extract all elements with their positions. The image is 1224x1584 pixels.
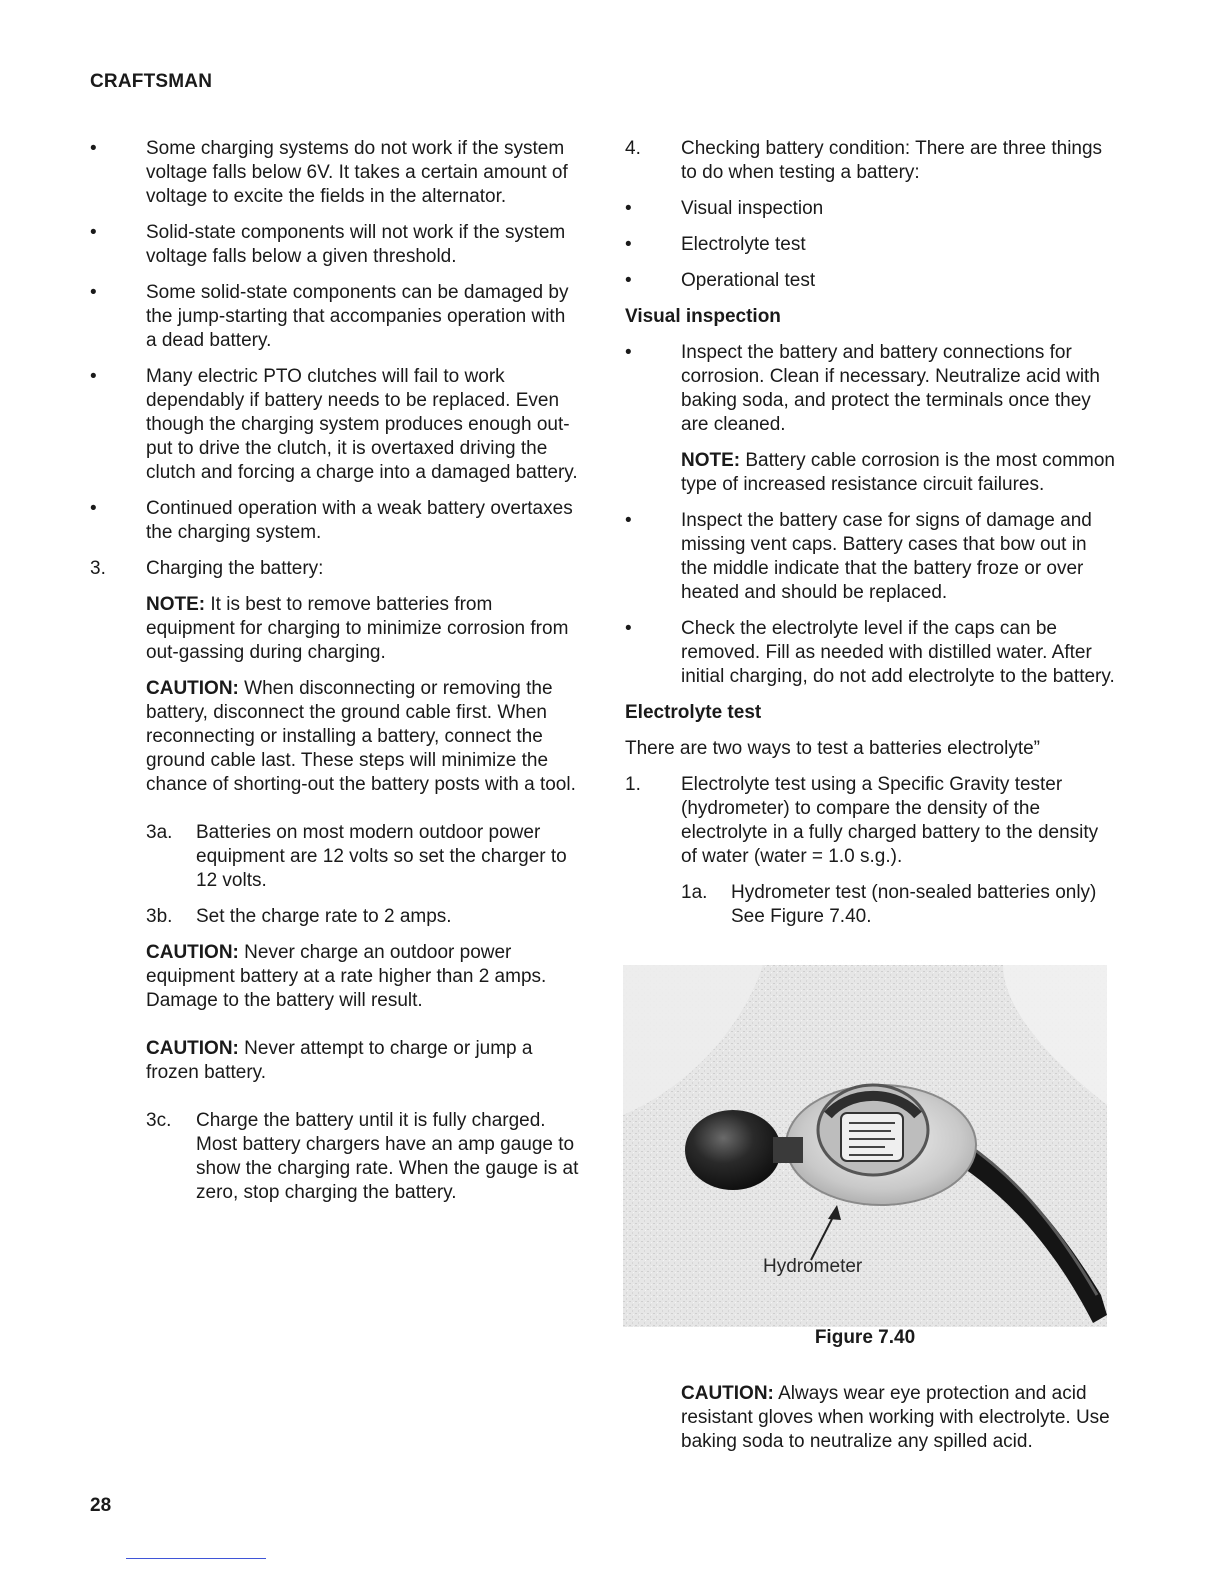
electrolyte-item-1 <box>625 773 1115 869</box>
bullet-text: Inspect the battery and battery connections for corrosion. Clean if necessary. Neutralize acid with baking soda, and protect the terminals once they are cleaned. <box>681 342 1100 435</box>
sub-step-mark: 3a. <box>146 822 173 843</box>
list-item <box>625 341 1115 437</box>
bullet-icon <box>625 617 681 689</box>
list-item <box>90 365 580 485</box>
bullet-icon <box>90 365 146 485</box>
bullet-icon <box>90 281 146 353</box>
bullet-icon <box>90 497 146 545</box>
caution-text: Never attempt to charge or jump a frozen battery. <box>146 1038 533 1083</box>
list-item <box>90 497 580 545</box>
caution-charge-rate <box>146 941 580 1013</box>
sub-step-3b <box>146 905 580 929</box>
hydrometer-bulb <box>685 1110 781 1190</box>
section-heading-visual-inspection: Visual inspection <box>625 306 781 327</box>
caution-label: CAUTION: <box>146 678 239 699</box>
bullet-text: Operational test <box>681 270 816 291</box>
sub-step-3a <box>146 821 580 893</box>
note-corrosion <box>681 449 1115 497</box>
bullet-icon <box>625 197 681 221</box>
note-charging <box>146 593 580 665</box>
note-label: NOTE: <box>681 450 741 471</box>
step-number: 4. <box>625 138 641 159</box>
caution-text: Always wear eye protection and acid resistant gloves when working with electrolyte. Use baking soda to neutralize any spilled acid. <box>681 1383 1110 1452</box>
note-label: NOTE: <box>146 594 206 615</box>
list-item <box>90 281 580 353</box>
bullet-icon <box>90 137 146 209</box>
step-number: 1. <box>625 774 641 795</box>
left-column <box>90 137 580 1217</box>
bullet-text: Inspect the battery case for signs of damage and missing vent caps. Battery cases that bow out in the middle indicate that the battery froze or over heated and should be replaced. <box>681 510 1092 603</box>
bullet-text: Continued operation with a weak battery overtaxes the charging system. <box>146 498 573 543</box>
sub-step-1a <box>681 881 1115 929</box>
step-number: 3. <box>90 558 106 579</box>
bullet-icon <box>625 233 681 257</box>
bullet-icon <box>625 341 681 437</box>
caution-frozen <box>146 1037 580 1085</box>
list-item <box>90 137 580 209</box>
list-item <box>90 221 580 269</box>
sub-step-text: Batteries on most modern outdoor power equipment are 12 volts so set the charger to 12 volts. <box>196 822 567 891</box>
list-item <box>625 509 1115 605</box>
caution-text: Never charge an outdoor power equipment battery at a rate higher than 2 amps. Damage to the battery will result. <box>146 942 547 1011</box>
bullet-icon <box>90 221 146 269</box>
bullet-icon <box>625 269 681 293</box>
page-number: 28 <box>90 1495 112 1516</box>
electrolyte-intro: There are two ways to test a batteries electrolyte” <box>625 738 1041 759</box>
figure-callout-hydrometer: Hydrometer <box>763 1256 863 1277</box>
hydrometer-label <box>841 1113 903 1161</box>
sub-step-mark: 1a. <box>681 882 708 903</box>
figure-caption: Figure 7.40 <box>814 1327 916 1348</box>
bullet-text: Visual inspection <box>681 198 824 219</box>
bullet-icon <box>625 509 681 605</box>
caution-text: When disconnecting or removing the battery, disconnect the ground cable first. When reconnecting or installing a battery, connect the ground cable last. These steps will minimize the chance of shorting-out the battery posts with a tool. <box>146 678 576 795</box>
brand-header: CRAFTSMAN <box>90 71 213 92</box>
right-column <box>625 137 1115 941</box>
caution-disconnect <box>146 677 580 797</box>
note-text: Battery cable corrosion is the most common type of increased resistance circuit failures. <box>681 450 1115 495</box>
bullet-text: Many electric PTO clutches will fail to work dependably if battery needs to be replaced. Even though the charging system produces enough out-put to drive the clutch, it is overtaxed driving the clutch and forcing a charge into a damaged battery. <box>146 366 578 483</box>
bullet-text: Electrolyte test <box>681 234 806 255</box>
note-text: It is best to remove batteries from equipment for charging to minimize corrosion from out-gassing during charging. <box>146 594 569 663</box>
sub-step-text: Set the charge rate to 2 amps. <box>196 906 452 927</box>
step-text: Charging the battery: <box>146 558 324 579</box>
step-text: Checking battery condition: There are three things to do when testing a battery: <box>681 138 1103 183</box>
list-item <box>625 617 1115 689</box>
sub-step-3c <box>146 1109 580 1205</box>
sub-step-mark: 3b. <box>146 906 173 927</box>
bullet-text: Solid-state components will not work if the system voltage falls below a given threshold. <box>146 222 566 267</box>
caution-electrolyte <box>681 1382 1111 1454</box>
footer-rule <box>126 1558 266 1559</box>
caution-label: CAUTION: <box>681 1383 774 1404</box>
sub-step-text: Charge the battery until it is fully charged. Most battery chargers have an amp gauge to show the charging rate. When the gauge is at zero, stop charging the battery. <box>196 1110 579 1203</box>
caution-label: CAUTION: <box>146 1038 239 1059</box>
step-text: Electrolyte test using a Specific Gravity tester (hydrometer) to compare the density of the electrolyte in a fully charged battery to the density of water (water = 1.0 s.g.). <box>681 774 1099 867</box>
bulb-neck <box>773 1137 803 1163</box>
list-item <box>625 233 1115 257</box>
caution-label: CAUTION: <box>146 942 239 963</box>
list-item <box>625 269 1115 293</box>
bullet-text: Check the electrolyte level if the caps can be removed. Fill as needed with distilled water. After initial charging, do not add electrolyte to the battery. <box>681 618 1115 687</box>
step-4 <box>625 137 1115 185</box>
hydrometer-photo <box>623 965 1107 1327</box>
bullet-text: Some solid-state components can be damaged by the jump-starting that accompanies operation with a dead battery. <box>146 282 569 351</box>
sub-step-text: Hydrometer test (non-sealed batteries only) See Figure 7.40. <box>731 882 1097 927</box>
sub-step-mark: 3c. <box>146 1110 172 1131</box>
list-item <box>625 197 1115 221</box>
bullet-text: Some charging systems do not work if the system voltage falls below 6V. It takes a certain amount of voltage to excite the fields in the alternator. <box>146 138 568 207</box>
section-heading-electrolyte-test: Electrolyte test <box>625 702 762 723</box>
step-3 <box>90 557 580 581</box>
